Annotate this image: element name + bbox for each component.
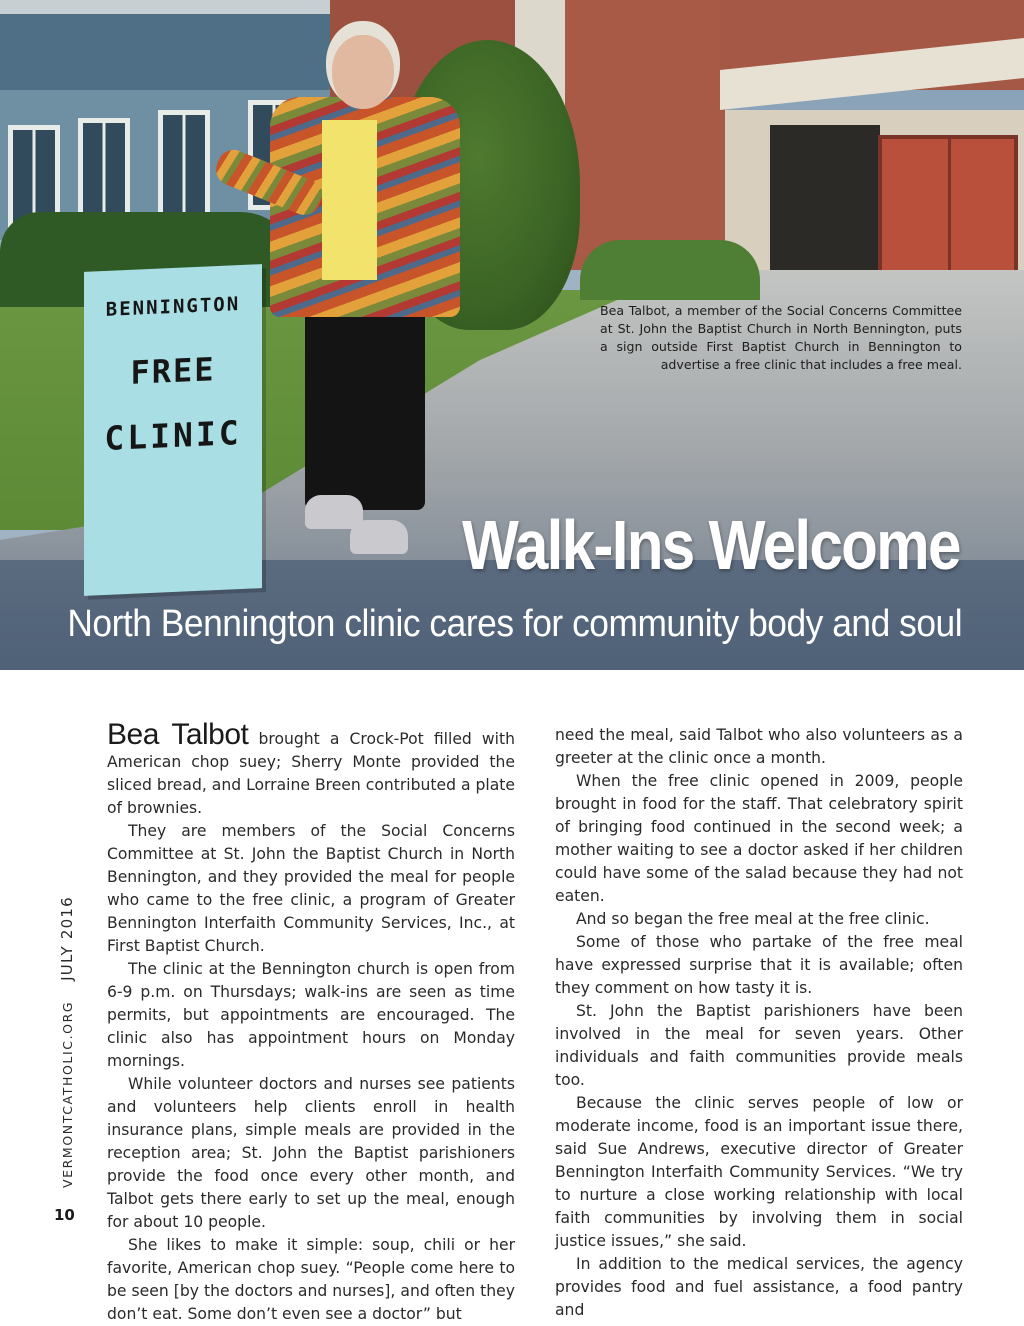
article-subtitle: North Bennington clinic cares for community body and soul: [67, 603, 962, 645]
paragraph: Because the clinic serves people of low or moderate income, food is an important issue there, said Sue Andrews, executive director of Greater Bennington Interfaith Community Services. “We try to nurture a close working relationship with local faith communities by involving them in social justice issues,” she said.: [555, 1094, 963, 1250]
website-label: VERMONTCATHOLIC.ORG: [60, 1000, 75, 1188]
article-title: Walk-Ins Welcome: [462, 506, 960, 584]
sign-line-1: BENNINGTON: [105, 293, 241, 321]
paragraph: St. John the Baptist parishioners have been involved in the meal for seven years. Other individuals and faith communities provide meals too.: [555, 1002, 963, 1089]
brick-wall: [565, 0, 725, 270]
shrub: [580, 240, 760, 300]
paragraph: While volunteer doctors and nurses see patients and volunteers help clients enroll in health insurance plans, simple meals are provided in the reception area; St. John the Baptist parishioners provide the food once every other month, and Talbot gets there early to set up the meal, enough for about 10 people.: [107, 1075, 515, 1231]
lead-text: brought a Crock-Pot filled with American chop suey; Sherry Monte provided the sliced bread, and Lorraine Breen contributed a plate of brownies.: [107, 730, 515, 817]
sign-line-2: FREE: [130, 350, 216, 392]
issue-date: JULY 2016: [58, 896, 76, 981]
lead-name: Bea Talbot: [107, 718, 249, 751]
lead-paragraph: [107, 712, 515, 820]
paragraph: The clinic at the Bennington church is open from 6-9 p.m. on Thursdays; walk-ins are seen as time permits, but appointments are encouraged. The clinic also has appointment hours on Monday mornings.: [107, 960, 515, 1070]
sign-line-3: CLINIC: [104, 413, 242, 458]
paragraph: They are members of the Social Concerns Committee at St. John the Baptist Church in North Bennington, and they provided the meal for people who came to the free clinic, a program of Greater Bennington Interfaith Community Services, Inc., at First Baptist Church.: [107, 822, 515, 955]
paragraph: In addition to the medical services, the agency provides food and fuel assistance, a food pantry and: [555, 1255, 963, 1319]
page-margin-label: [57, 896, 76, 1188]
page-number: 10: [54, 1206, 75, 1224]
paragraph: When the free clinic opened in 2009, people brought in food for the staff. That celebratory spirit of bringing food continued in the second week; a mother waiting to see a doctor asked if her children could have some of the salad because they had not eaten.: [555, 772, 963, 905]
church-window: [158, 110, 210, 220]
church-door: [878, 135, 1018, 275]
paragraph: Some of those who partake of the free meal have expressed surprise that it is available; often they comment on how tasty it is.: [555, 933, 963, 997]
photo-caption: Bea Talbot, a member of the Social Concerns Committee at St. John the Baptist Church in North Bennington, puts a sign outside First Baptist Church in Bennington to advertise a free clinic that includes a free meal.: [600, 303, 962, 372]
paragraph: She likes to make it simple: soup, chili or her favorite, American chop suey. “People come here to be seen [by the doctors and nurses], and often they don’t eat. Some don’t even see a doctor” but: [107, 1236, 515, 1323]
free-clinic-sign: [84, 264, 262, 596]
entry-window: [770, 125, 880, 275]
article-column-left: [107, 712, 515, 1326]
article-column-right: [555, 724, 963, 1322]
paragraph: need the meal, said Talbot who also volunteers as a greeter at the clinic once a month.: [555, 726, 963, 767]
paragraph: And so began the free meal at the free clinic.: [576, 910, 930, 928]
